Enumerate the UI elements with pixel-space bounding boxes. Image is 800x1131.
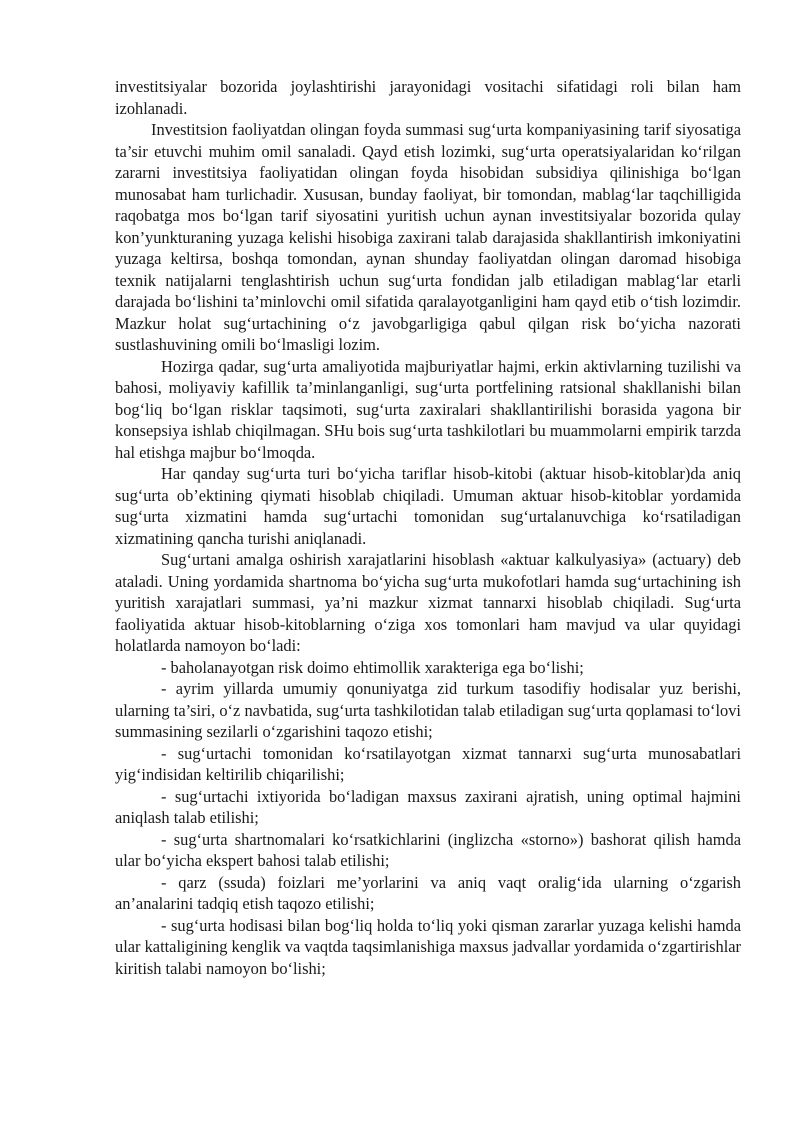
list-item-interest-rates: - qarz (ssuda) foizlari me’yorlarini va aniq vaqt oralig‘ida ularning o‘zgarish an’analarini tadqiq etish taqozo etilishi; [115,872,741,913]
paragraph-investment-profit: Investitsion faoliyatdan olingan foyda summasi sug‘urta kompaniyasining tarif siyosatiga ta’sir etuvchi muhim omil sanaladi. Qayd etish lozimki, sug‘urta operatsiyalaridan ko‘rilgan zararni investitsiya faoliyatidan olingan foyda hisobidan subsidiya qilinishiga bo‘lgan munosabat ham turlichadir. Xususan, bunday faoliyat, bir tomondan, mablag‘lar taqchilligida raqobatga mos bo‘lgan tarif siyosatini yuritish uchun aynan investitsiyalar bozorida qulay kon’yunkturaning yuzaga kelishi hisobiga zaxirani talab darajasida shakllantirish imkoniyatini yuzaga keltirsa, boshqa tomondan, aynan shunday faoliyatdan olingan daromad hisobiga texnik natijalarni tenglashtirish uchun sug‘urta fondidan jalb etiladigan mablag‘lar etarli darajada bo‘lishini ta’minlovchi omil sifatida qaralayotganligini ham qayd etib o‘tish lozimdir. Mazkur holat sug‘urtachining o‘z javobgarligiga qabul qilgan risk bo‘yicha nazorati sustlashuvining omili bo‘lmasligi lozim. [115,120,741,354]
list-item-random-events: - ayrim yillarda umumiy qonuniyatga zid turkum tasodifiy hodisalar yuz berishi, ularning ta’siri, o‘z navbatida, sug‘urta tashkilotidan talab etiladigan sug‘urta qoplamasi to‘lovi summasining sezilarli o‘zgarishini taqozo etishi; [115,679,741,741]
document-page [115,76,741,979]
paragraph-tariff-calculation: Har qanday sug‘urta turi bo‘yicha tariflar hisob-kitobi (aktuar hisob-kitoblar)da aniq sug‘urta ob’ektining qiymati hisoblab chiqiladi. Umuman aktuar hisob-kitoblar yordamida sug‘urta xizmatini hamda sug‘urtachi tomonidan sug‘urtalanuvchiga ko‘rsatiladigan xizmatining qancha turishi aniqlanadi. [115,464,741,548]
paragraph-obligations: Hozirga qadar, sug‘urta amaliyotida majburiyatlar hajmi, erkin aktivlarning tuzilishi va bahosi, moliyaviy kafillik ta’minlanganligi, sug‘urta portfelining ratsional shakllanishi bilan bog‘liq bo‘lgan risklar taqsimoti, sug‘urta zaxiralari shakllantirilishi borasida yagona bir konsepsiya ishlab chiqilmagan. SHu bois sug‘urta tashkilotlari bu muammolarni empirik tarzda hal etishga majbur bo‘lmoqda. [115,356,741,462]
list-item-storno: - sug‘urta shartnomalari ko‘rsatkichlarini (inglizcha «storno») bashorat qilish hamda ular bo‘yicha ekspert bahosi talab etilishi; [115,829,741,870]
list-item-loss-tables: - sug‘urta hodisasi bilan bog‘liq holda to‘liq yoki qisman zararlar yuzaga kelishi hamda ular kattaligining kenglik va vaqtda taqsimlanishiga maxsus jadvallar yordamida o‘zgartirishlar kiritish talabi namoyon bo‘lishi; [115,915,741,978]
list-item-special-reserve: - sug‘urtachi ixtiyorida bo‘ladigan maxsus zaxirani ajratish, uning optimal hajmini aniqlash talab etilishi; [115,786,741,827]
list-item-probability: - baholanayotgan risk doimo ehtimollik xarakteriga ega bo‘lishi; [161,657,584,677]
list-item-service-cost: - sug‘urtachi tomonidan ko‘rsatilayotgan xizmat tannarxi sug‘urta munosabatlari yig‘indisidan keltirilib chiqarilishi; [115,743,741,784]
paragraph-continuation: investitsiyalar bozorida joylashtirishi jarayonidagi vositachi sifatidagi roli bilan ham izohlanadi. [115,77,741,118]
paragraph-actuarial-calculation: Sug‘urtani amalga oshirish xarajatlarini hisoblash «aktuar kalkulyasiya» (actuary) deb ataladi. Uning yordamida shartnoma bo‘yicha sug‘urta mukofotlari hamda sug‘urtachining ish yuritish xarajatlari summasi, ya’ni mazkur xizmat tannarxi hisoblab chiqiladi. Sug‘urta faoliyatida aktuar hisob-kitoblarning o‘ziga xos tomonlari ham mavjud va ular quyidagi holatlarda namoyon bo‘ladi: [115,550,741,655]
